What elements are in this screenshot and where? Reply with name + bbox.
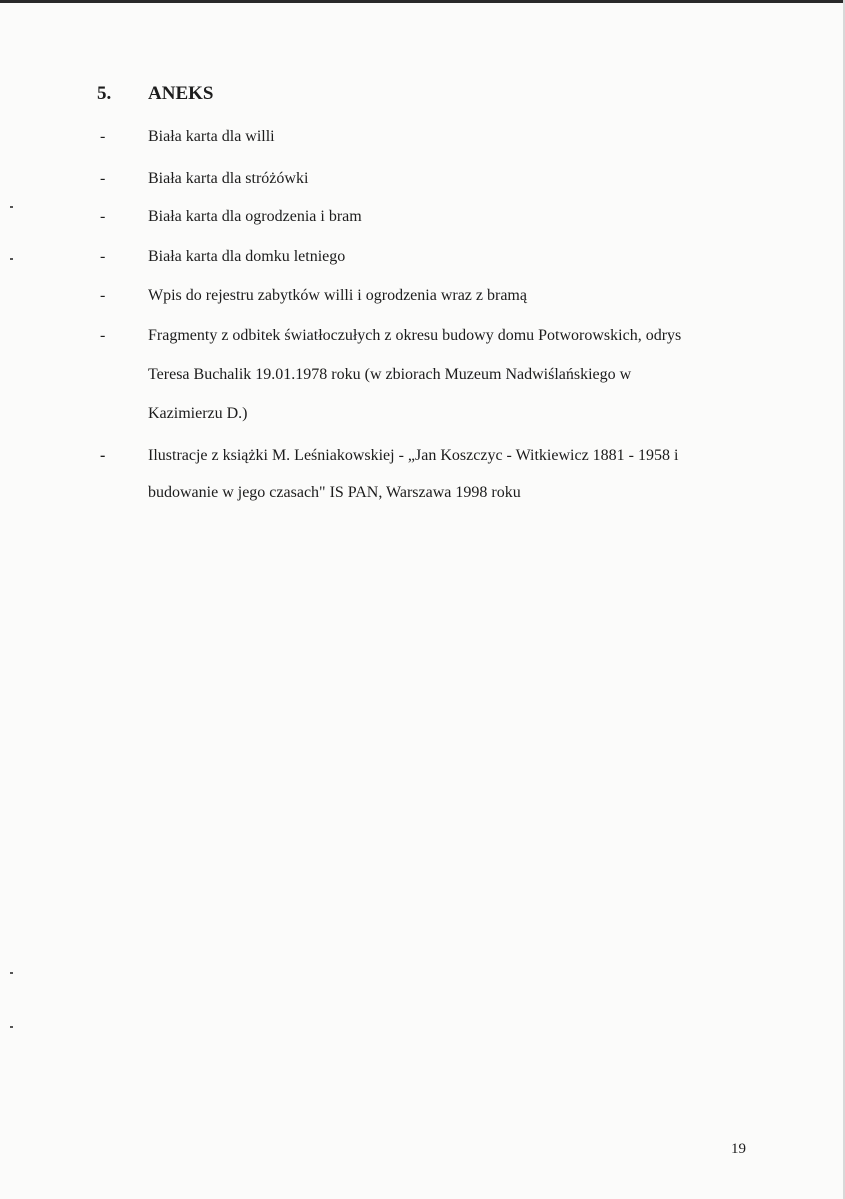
list-bullet: - [100,327,106,344]
list-bullet: - [100,128,106,145]
scan-speck [10,972,13,974]
list-bullet: - [100,447,106,464]
list-bullet: - [100,248,106,265]
list-item-continuation: Teresa Buchalik 19.01.1978 roku (w zbiorach Muzeum Nadwiślańskiego w [148,366,632,383]
list-item-continuation: budowanie w jego czasach" IS PAN, Warszawa 1998 roku [148,484,521,501]
list-item: Biała karta dla willi [148,128,275,145]
list-item: Ilustracje z książki M. Leśniakowskiej - „Jan Koszczyc - Witkiewicz 1881 - 1958 i [148,447,679,464]
list-item: Biała karta dla ogrodzenia i bram [148,208,362,225]
scan-speck [10,1026,13,1028]
list-bullet: - [100,208,106,225]
scan-speck [10,206,13,208]
section-title: ANEKS [148,83,214,104]
scan-top-edge [0,0,845,3]
list-item: Wpis do rejestru zabytków willi i ogrodzenia wraz z bramą [148,287,527,304]
scan-speck [10,258,13,260]
list-item-continuation: Kazimierzu D.) [148,405,248,422]
list-item: Biała karta dla domku letniego [148,248,346,265]
list-item: Fragmenty z odbitek światłoczułych z okresu budowy domu Potworowskich, odrys [148,327,682,344]
page-number: 19 [731,1141,746,1157]
list-bullet: - [100,170,106,187]
section-number: 5. [97,83,112,104]
list-item: Biała karta dla stróżówki [148,170,309,187]
list-bullet: - [100,287,106,304]
